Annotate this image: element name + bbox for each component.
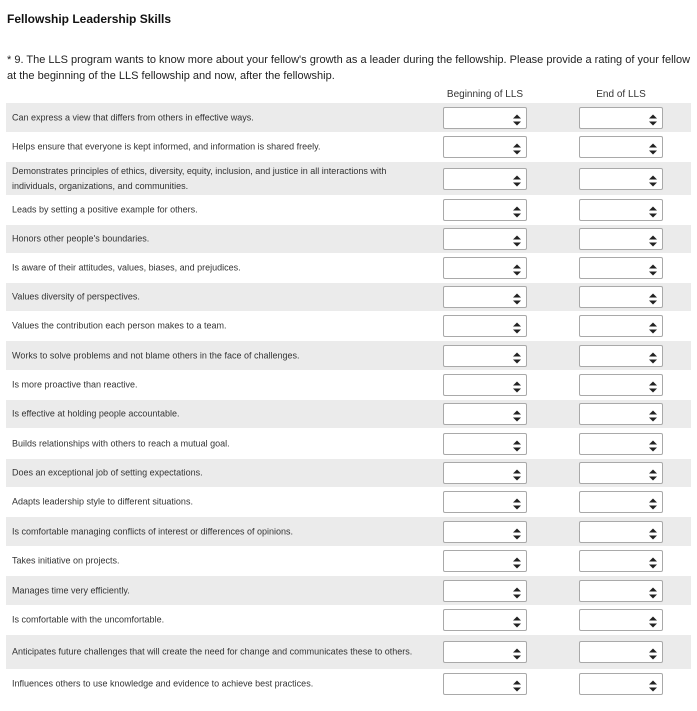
matrix-row xyxy=(6,133,691,162)
end-rating-select[interactable] xyxy=(579,374,663,396)
select-arrows-icon xyxy=(513,112,521,123)
matrix-row xyxy=(6,488,691,517)
beginning-rating-select[interactable] xyxy=(443,641,527,663)
matrix-row xyxy=(6,517,691,547)
select-arrows-icon xyxy=(649,438,657,449)
row-label: Manages time very efficiently. xyxy=(12,585,130,595)
beginning-rating-select[interactable] xyxy=(443,491,527,513)
row-label: Values the contribution each person makes to a team. xyxy=(12,320,227,331)
row-label: Anticipates future challenges that will create the need for change and communicates these to others. xyxy=(12,646,413,657)
row-label: Does an exceptional job of setting expectations. xyxy=(12,467,203,478)
end-rating-select[interactable] xyxy=(579,286,663,308)
matrix-row xyxy=(6,162,691,196)
select-arrows-icon xyxy=(513,409,521,420)
select-arrows-icon xyxy=(513,142,521,153)
select-arrows-icon xyxy=(513,263,521,274)
select-arrows-icon xyxy=(513,679,521,690)
end-rating-select[interactable] xyxy=(579,521,663,543)
beginning-rating-select[interactable] xyxy=(443,228,527,250)
beginning-rating-select[interactable] xyxy=(443,168,527,190)
beginning-rating-select[interactable] xyxy=(443,107,527,129)
matrix-row xyxy=(6,283,691,312)
beginning-rating-select[interactable] xyxy=(443,374,527,396)
end-rating-select[interactable] xyxy=(579,403,663,425)
matrix-row xyxy=(6,371,691,400)
beginning-rating-select[interactable] xyxy=(443,580,527,602)
end-rating-select[interactable] xyxy=(579,257,663,279)
select-arrows-icon xyxy=(513,615,521,626)
row-label: Demonstrates principles of ethics, diversity, equity, inclusion, and justice in all interactions with individuals, organizations, and communities. xyxy=(12,165,387,191)
end-rating-select[interactable] xyxy=(579,107,663,129)
select-arrows-icon xyxy=(513,556,521,567)
row-label: Builds relationships with others to reach a mutual goal. xyxy=(12,438,230,448)
beginning-rating-select[interactable] xyxy=(443,199,527,221)
end-rating-select[interactable] xyxy=(579,228,663,250)
beginning-rating-select[interactable] xyxy=(443,433,527,455)
select-arrows-icon xyxy=(513,321,521,332)
row-label: Adapts leadership style to different situations. xyxy=(12,496,193,507)
select-arrows-icon xyxy=(649,173,657,184)
rating-matrix xyxy=(6,103,691,699)
row-label: Values diversity of perspectives. xyxy=(12,291,140,302)
beginning-rating-select[interactable] xyxy=(443,136,527,158)
matrix-row xyxy=(6,635,691,670)
beginning-rating-select[interactable] xyxy=(443,403,527,425)
row-label: Is comfortable with the uncomfortable. xyxy=(12,614,165,625)
select-arrows-icon xyxy=(649,112,657,123)
select-arrows-icon xyxy=(649,497,657,508)
beginning-rating-select[interactable] xyxy=(443,521,527,543)
select-arrows-icon xyxy=(649,350,657,361)
matrix-row xyxy=(6,225,691,254)
matrix-row xyxy=(6,196,691,225)
select-arrows-icon xyxy=(649,556,657,567)
end-rating-select[interactable] xyxy=(579,491,663,513)
end-rating-select[interactable] xyxy=(579,641,663,663)
beginning-rating-select[interactable] xyxy=(443,286,527,308)
row-label: Is aware of their attitudes, values, biases, and prejudices. xyxy=(12,262,241,273)
end-rating-select[interactable] xyxy=(579,462,663,484)
row-label: Influences others to use knowledge and evidence to achieve best practices. xyxy=(12,678,314,689)
end-rating-select[interactable] xyxy=(579,136,663,158)
end-rating-select[interactable] xyxy=(579,433,663,455)
beginning-rating-select[interactable] xyxy=(443,462,527,484)
end-rating-select[interactable] xyxy=(579,345,663,367)
matrix-row xyxy=(6,547,691,576)
select-arrows-icon xyxy=(513,438,521,449)
page-title: Fellowship Leadership Skills xyxy=(7,12,172,26)
row-label: Honors other people's boundaries. xyxy=(12,233,150,244)
row-label: Helps ensure that everyone is kept informed, and information is shared freely. xyxy=(12,141,321,152)
select-arrows-icon xyxy=(649,647,657,658)
select-arrows-icon xyxy=(649,205,657,216)
beginning-rating-select[interactable] xyxy=(443,609,527,631)
end-rating-select[interactable] xyxy=(579,199,663,221)
row-label: Takes initiative on projects. xyxy=(12,555,120,566)
select-arrows-icon xyxy=(513,468,521,479)
row-label: Is more proactive than reactive. xyxy=(12,379,138,390)
end-rating-select[interactable] xyxy=(579,673,663,695)
select-arrows-icon xyxy=(649,292,657,303)
select-arrows-icon xyxy=(649,468,657,479)
row-label: Is comfortable managing conflicts of interest or differences of opinions. xyxy=(12,526,293,536)
end-rating-select[interactable] xyxy=(579,609,663,631)
matrix-row xyxy=(6,400,691,429)
matrix-row xyxy=(6,312,691,341)
select-arrows-icon xyxy=(649,409,657,420)
select-arrows-icon xyxy=(513,173,521,184)
matrix-row xyxy=(6,429,691,459)
select-arrows-icon xyxy=(513,234,521,245)
matrix-row xyxy=(6,459,691,488)
select-arrows-icon xyxy=(513,350,521,361)
select-arrows-icon xyxy=(513,380,521,391)
matrix-row xyxy=(6,576,691,606)
beginning-rating-select[interactable] xyxy=(443,257,527,279)
select-arrows-icon xyxy=(513,497,521,508)
row-label: Can express a view that differs from others in effective ways. xyxy=(12,112,254,122)
column-header-end: End of LLS xyxy=(596,89,646,100)
matrix-row xyxy=(6,341,691,371)
select-arrows-icon xyxy=(649,380,657,391)
row-label: Leads by setting a positive example for others. xyxy=(12,204,198,215)
select-arrows-icon xyxy=(513,585,521,596)
matrix-row xyxy=(6,103,691,133)
select-arrows-icon xyxy=(649,234,657,245)
select-arrows-icon xyxy=(513,526,521,537)
select-arrows-icon xyxy=(649,615,657,626)
beginning-rating-select[interactable] xyxy=(443,550,527,572)
select-arrows-icon xyxy=(649,142,657,153)
beginning-rating-select[interactable] xyxy=(443,345,527,367)
row-label: Is effective at holding people accountable. xyxy=(12,408,180,419)
beginning-rating-select[interactable] xyxy=(443,315,527,337)
select-arrows-icon xyxy=(649,321,657,332)
select-arrows-icon xyxy=(649,526,657,537)
beginning-rating-select[interactable] xyxy=(443,673,527,695)
matrix-row xyxy=(6,606,691,635)
select-arrows-icon xyxy=(513,647,521,658)
select-arrows-icon xyxy=(649,585,657,596)
row-label: Works to solve problems and not blame others in the face of challenges. xyxy=(12,350,300,360)
column-header-beginning: Beginning of LLS xyxy=(446,89,524,100)
select-arrows-icon xyxy=(649,263,657,274)
matrix-row xyxy=(6,254,691,283)
end-rating-select[interactable] xyxy=(579,168,663,190)
matrix-row xyxy=(6,670,691,699)
question-text: * 9. The LLS program wants to know more about your fellow's growth as a leader during the fellowship. Please provide a rating of your fellow at the beginning of the LLS fellowship and now, after the fellowship. xyxy=(7,54,691,82)
end-rating-select[interactable] xyxy=(579,580,663,602)
end-rating-select[interactable] xyxy=(579,315,663,337)
end-rating-select[interactable] xyxy=(579,550,663,572)
select-arrows-icon xyxy=(513,292,521,303)
select-arrows-icon xyxy=(513,205,521,216)
select-arrows-icon xyxy=(649,679,657,690)
